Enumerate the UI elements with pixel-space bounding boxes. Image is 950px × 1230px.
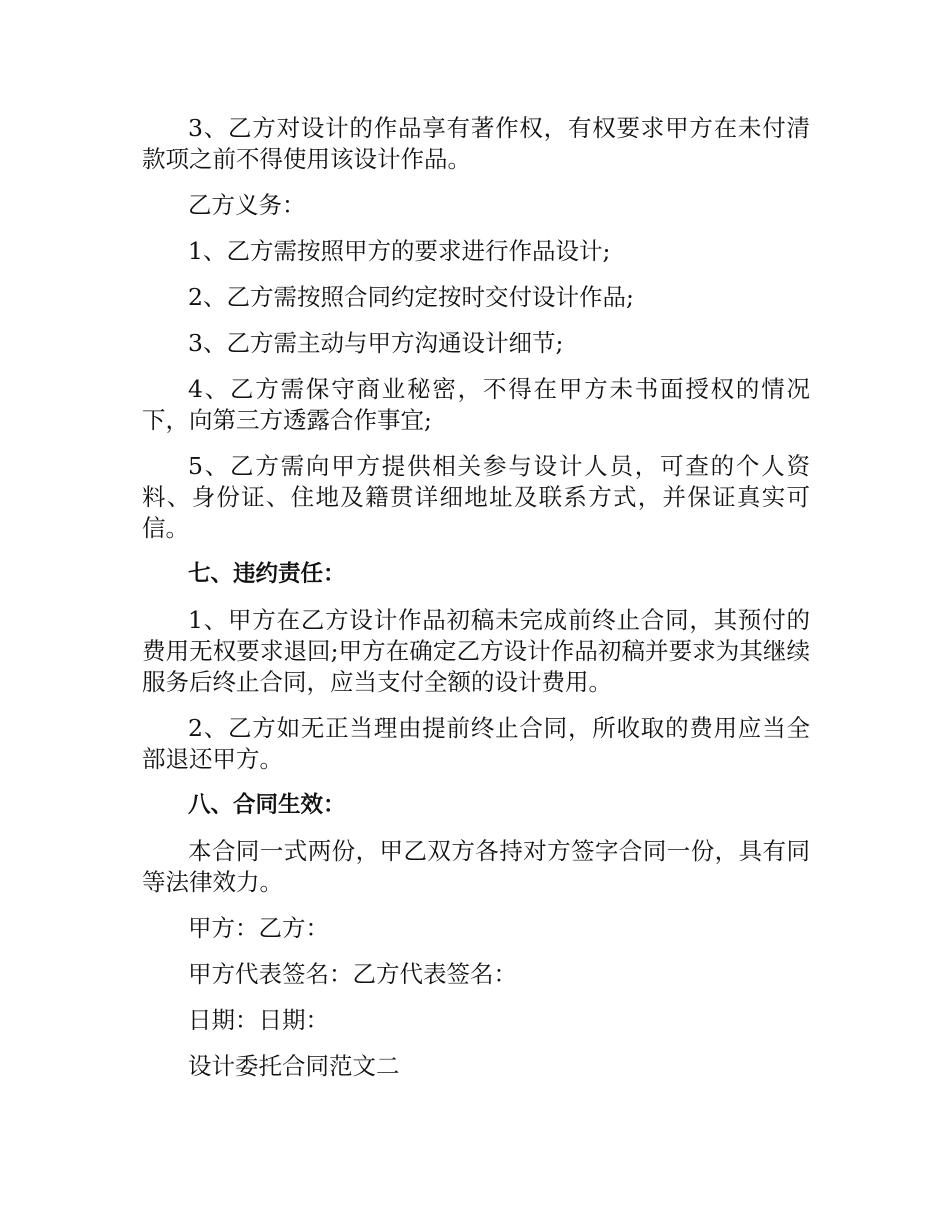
section-8-clause-1: 本合同一式两份，甲乙双方各持对方签字合同一份，具有同等法律效力。 — [142, 837, 810, 896]
obligation-3: 3、乙方需主动与甲方沟通设计细节; — [188, 329, 564, 357]
section-7-clause-2: 2、乙方如无正当理由提前终止合同，所收取的费用应当全部退还甲方。 — [142, 714, 810, 773]
section-8-heading: 八、合同生效： — [188, 792, 346, 818]
obligations-title: 乙方义务： — [188, 191, 306, 219]
section-7-heading: 七、违约责任： — [188, 561, 346, 587]
obligation-5: 5、乙方需向甲方提供相关参与设计人员，可查的个人资料、身份证、住地及籍贯详细地址及联系方式，并保证真实可信。 — [142, 452, 810, 542]
section-7-clause-1: 1、甲方在乙方设计作品初稿未完成前终止合同，其预付的费用无权要求退回;甲方在确定乙方设计作品初稿并要求为其继续服务后终止合同，应当支付全额的设计费用。 — [142, 606, 810, 696]
document-page — [142, 113, 810, 1097]
obligation-2: 2、乙方需按照合同约定按时交付设计作品; — [188, 283, 634, 311]
dates-line: 日期：日期： — [188, 1006, 329, 1034]
parties-line: 甲方：乙方： — [188, 914, 329, 942]
obligation-4: 4、乙方需保守商业秘密，不得在甲方未书面授权的情况下，向第三方透露合作事宜; — [142, 375, 810, 434]
clause-right-3: 3、乙方对设计的作品享有著作权，有权要求甲方在未付清款项之前不得使用该设计作品。 — [142, 114, 810, 173]
signatures-line: 甲方代表签名：乙方代表签名： — [188, 960, 517, 988]
next-contract-title: 设计委托合同范文二 — [188, 1052, 400, 1080]
obligation-1: 1、乙方需按照甲方的要求进行作品设计; — [188, 237, 611, 265]
